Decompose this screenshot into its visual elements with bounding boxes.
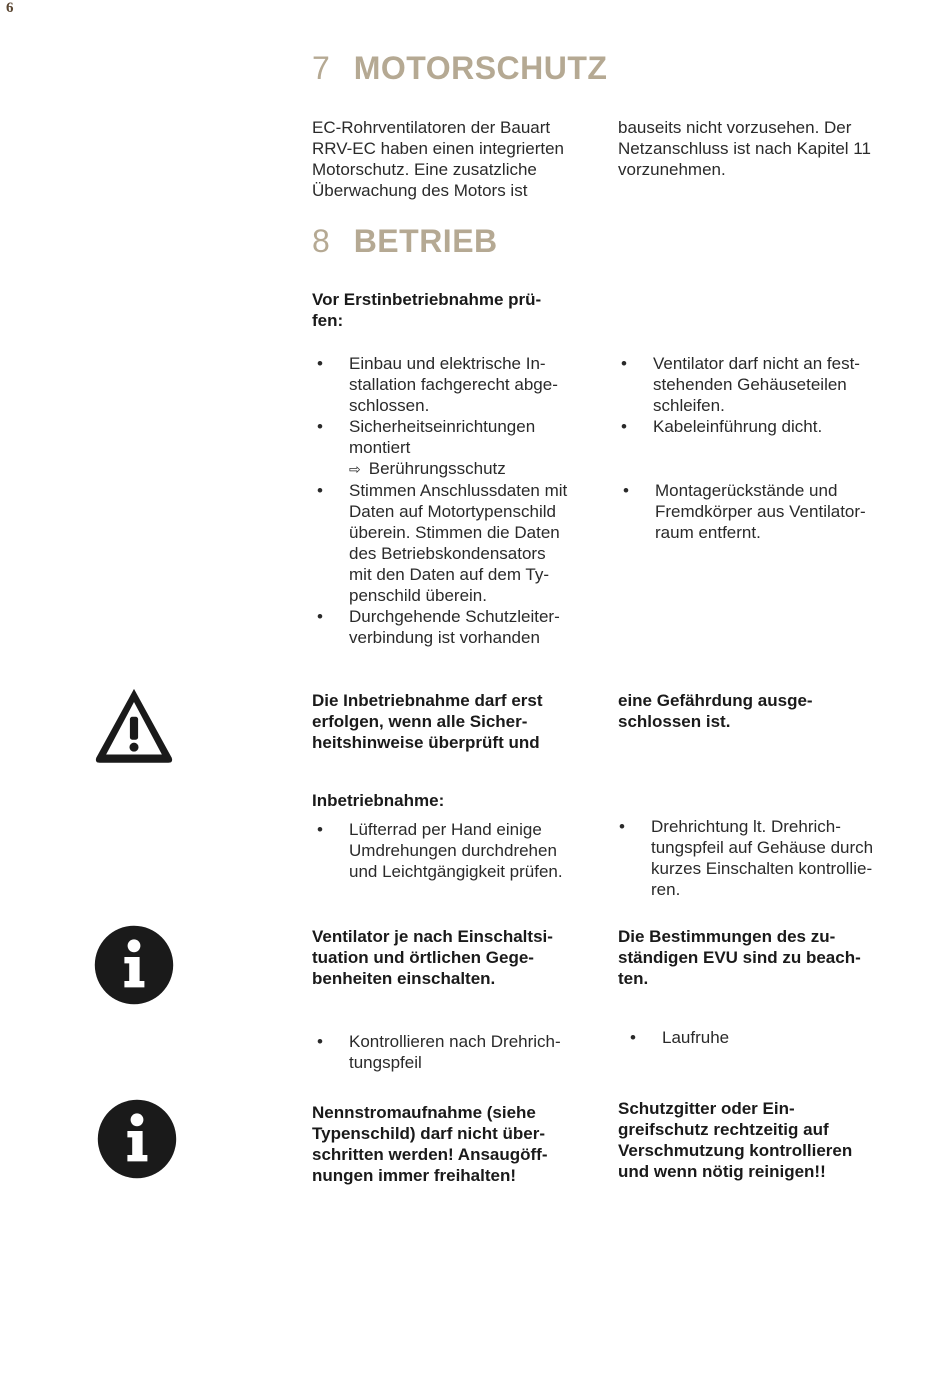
text-line: bauseits nicht vorzusehen. Der — [618, 118, 852, 137]
text-line: RRV-EC haben einen integrierten — [312, 139, 565, 158]
text-line: Motorschutz. Eine zusatzliche — [312, 160, 537, 179]
list-item-line: des Betriebskondensators — [349, 544, 546, 563]
text-line: greifschutz rechtzeitig auf — [618, 1120, 829, 1139]
text-line: schlossen ist. — [618, 712, 731, 731]
list-item — [616, 416, 896, 437]
text-line: Nennstromaufnahme (siehe — [312, 1103, 536, 1122]
info-1-text-right — [618, 926, 898, 989]
section-8-number: 8 — [312, 223, 331, 259]
text-line: nungen immer freihalten! — [312, 1166, 517, 1185]
warning-text-right — [618, 690, 898, 732]
list-item-line: und Leichtgängigkeit prüfen. — [349, 862, 563, 881]
list-item — [312, 353, 582, 416]
list-item — [625, 1027, 895, 1048]
list-item — [312, 819, 582, 882]
list-item-line: • Stimmen Anschlussdaten mit — [349, 481, 568, 500]
text-line: EC-Rohrventilatoren der Bauart — [312, 118, 551, 137]
list-item-line: • Drehrichtung lt. Drehrich- — [651, 817, 841, 836]
text-line: ständigen EVU sind zu beach- — [618, 948, 861, 967]
info-1-text-left — [312, 926, 582, 989]
warning-triangle-icon — [93, 684, 175, 766]
list-item-line: • Kabeleinführung dicht. — [653, 417, 823, 436]
text-line: Typenschild) darf nicht über- — [312, 1124, 545, 1143]
info-circle-icon — [97, 1099, 177, 1179]
info-2-text-left — [312, 1102, 582, 1186]
text-line: Vor Erstinbetriebnahme prü- — [312, 290, 542, 309]
list-item-line: schlossen. — [349, 396, 430, 415]
list-item-line: • Ventilator darf nicht an fest- — [653, 354, 860, 373]
list-item-line: • Kontrollieren nach Drehrich- — [349, 1032, 561, 1051]
info-2-text-right — [618, 1098, 898, 1182]
list-item-line: schleifen. — [653, 396, 725, 415]
pre-startup-list-left — [312, 353, 582, 648]
section-8-heading — [312, 223, 498, 259]
list-item-line: mit den Daten auf dem Ty- — [349, 565, 550, 584]
text-line: ten. — [618, 969, 649, 988]
list-item-line: • Durchgehende Schutzleiter- — [349, 607, 560, 626]
text-line: Ventilator je nach Einschaltsi- — [312, 927, 553, 946]
list-sub-item — [349, 458, 582, 480]
list-item-line: • Sicherheitseinrichtungen — [349, 417, 536, 436]
check-list-left — [312, 1031, 582, 1073]
list-item-line: kurzes Einschalten kontrollie- — [651, 859, 873, 878]
startup-heading: Inbetriebnahme: — [312, 791, 445, 810]
list-item-line: • Montagerückstände und — [655, 481, 838, 500]
list-item-line: überein. Stimmen die Daten — [349, 523, 560, 542]
list-item-line: tungspfeil auf Gehäuse durch — [651, 838, 874, 857]
text-line: Die Inbetriebnahme darf erst — [312, 691, 543, 710]
list-item-line: • Lüfterrad per Hand einige — [349, 820, 542, 839]
list-item-line: stallation fachgerecht abge- — [349, 375, 558, 394]
warning-text-left — [312, 690, 574, 753]
text-line: Die Bestimmungen des zu- — [618, 927, 836, 946]
list-item — [312, 606, 582, 648]
list-item — [312, 480, 582, 606]
list-item — [312, 1031, 582, 1073]
list-item-line: Daten auf Motortypenschild — [349, 502, 556, 521]
text-line: Überwachung des Motors ist — [312, 181, 528, 200]
pre-startup-list-right-a — [616, 353, 896, 437]
text-line: fen: — [312, 311, 344, 330]
list-item-line: • Laufruhe — [662, 1028, 730, 1047]
section-7-text-left — [312, 117, 574, 201]
list-item-line: ren. — [651, 880, 681, 899]
text-line: Verschmutzung kontrollieren — [618, 1141, 853, 1160]
startup-list-left — [312, 819, 582, 882]
text-line: benheiten einschalten. — [312, 969, 496, 988]
section-7-title: MOTORSCHUTZ — [353, 50, 608, 86]
text-line: erfolgen, wenn alle Sicher- — [312, 712, 528, 731]
list-item-line: stehenden Gehäuseteilen — [653, 375, 847, 394]
text-line: Netzanschluss ist nach Kapitel 11 — [618, 139, 871, 158]
list-item-line: penschild überein. — [349, 586, 487, 605]
text-line: schritten werden! Ansaugöff- — [312, 1145, 548, 1164]
list-item-line: verbindung ist vorhanden — [349, 628, 540, 647]
list-item-line: Umdrehungen durchdrehen — [349, 841, 557, 860]
section-7-heading — [312, 50, 607, 86]
list-item — [312, 416, 582, 480]
check-list-right — [625, 1027, 895, 1048]
startup-list-right — [614, 816, 904, 900]
text-line: eine Gefährdung ausge- — [618, 691, 813, 710]
text-line: heitshinweise überprüft und — [312, 733, 540, 752]
page-number: 6 — [6, 0, 14, 16]
list-item-line: montiert — [349, 438, 411, 457]
section-7-text-right — [618, 117, 898, 180]
section-7-number: 7 — [312, 50, 331, 86]
list-sub-item-label: Berührungsschutz — [368, 459, 506, 478]
list-item — [618, 480, 898, 543]
arrow-right-icon: ⇨ — [349, 461, 361, 477]
info-circle-icon — [94, 925, 174, 1005]
pre-startup-list-right-b — [618, 480, 898, 543]
list-item-line: • Einbau und elektrische In- — [349, 354, 546, 373]
list-item-line: Fremdkörper aus Ventilator- — [655, 502, 866, 521]
section-8-title: BETRIEB — [353, 223, 498, 259]
text-line: Schutzgitter oder Ein- — [618, 1099, 795, 1118]
text-line: vorzunehmen. — [618, 160, 726, 179]
list-item — [614, 816, 904, 900]
list-item — [616, 353, 896, 416]
text-line: und wenn nötig reinigen!! — [618, 1162, 826, 1181]
pre-startup-heading — [312, 289, 574, 331]
list-item-line: tungspfeil — [349, 1053, 422, 1072]
text-line: tuation und örtlichen Gege- — [312, 948, 534, 967]
list-item-line: raum entfernt. — [655, 523, 761, 542]
